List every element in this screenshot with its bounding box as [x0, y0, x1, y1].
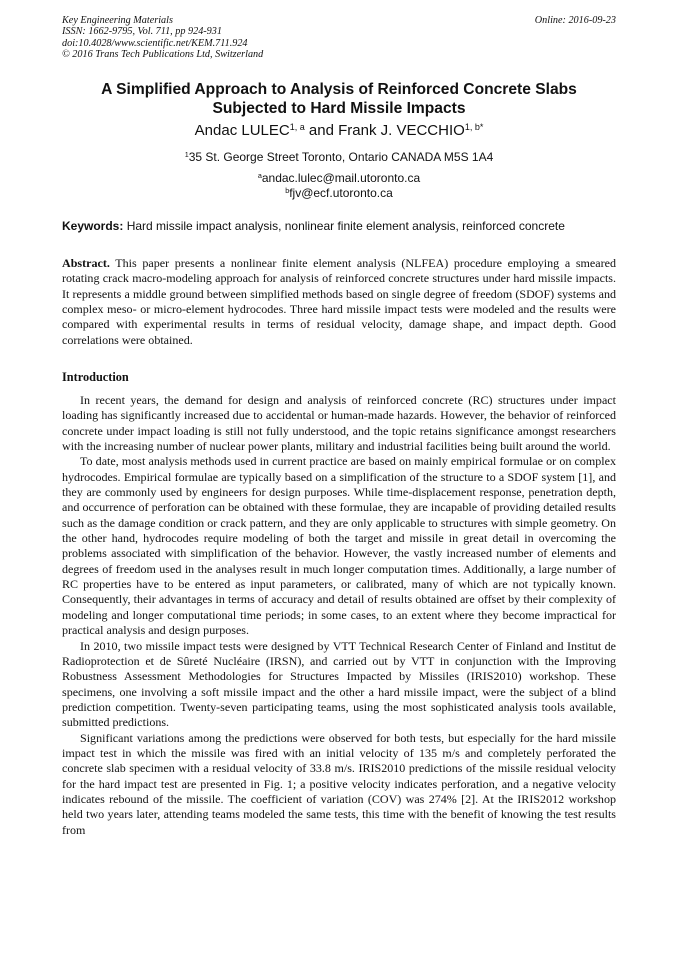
- affiliation-superscript: 1: [184, 150, 189, 160]
- introduction-heading: Introduction: [62, 370, 129, 384]
- author-list: [62, 122, 616, 140]
- intro-paragraph-1: In recent years, the demand for design and analysis of reinforced concrete (RC) structures under impact loading has significantly increased due to accidental or human-made hazards. However, the behavior of reinforced concrete under impact loading is still not fully understood, and the topic retains significance amongst researchers with the increasing number of nuclear power plants, military and industrial facilities being built around the world.: [62, 393, 616, 454]
- affiliation-address: 35 St. George Street Toronto, Ontario CANADA M5S 1A4: [188, 150, 494, 164]
- abstract-label: Abstract.: [62, 256, 110, 270]
- author-conjunction: and: [304, 122, 339, 139]
- author-2-superscript: 1, b*: [464, 122, 484, 133]
- issn-line: ISSN: 1662-9795, Vol. 711, pp 924-931: [62, 26, 222, 38]
- email-1-address: andac.lulec@mail.utoronto.ca: [261, 171, 421, 185]
- keywords-label: Keywords:: [62, 219, 124, 233]
- keywords: [62, 219, 622, 234]
- email-1-superscript: a: [257, 171, 262, 181]
- email-2-address: fjv@ecf.utoronto.ca: [289, 185, 393, 200]
- online-date: Online: 2016-09-23: [534, 15, 616, 26]
- intro-paragraph-2: To date, most analysis methods used in current practice are based on mainly empirical formulae or on complex hydrocodes. Empirical formulae are typically based on a simplification of the structure to a SDOF system [1], and they are commonly used by engineers for design purposes. While time-displacement response, penetration depth, and occurrence of perforation can be obtained with these formulae, they are incapable of providing detailed results such as the damage condition or crack pattern, and they are only applicable to structures with simple geometry. On the other hand, hydrocodes require modeling of both the target and missile in great detail in overcoming the problems associated with simplification of the behavior. However, the vastly increased number of elements and degrees of freedom used in the analyses result in much longer computation times. Additionally, a large number of RC properties have to be entered as input parameters, or calibrated, many of which are not typically known. Consequently, their advantages in terms of accuracy and detail of results obtained are offset by their complexity of modeling and longer computational time periods; in some cases, to an extent where they become impractical for practical analysis and design purposes.: [62, 454, 616, 638]
- email-2: [62, 186, 616, 201]
- introduction-body: [62, 393, 616, 838]
- journal-name: Key Engineering Materials: [62, 15, 173, 26]
- copyright-line: © 2016 Trans Tech Publications Ltd, Switzerland: [62, 49, 264, 61]
- email-list: [62, 171, 616, 200]
- intro-paragraph-4: Significant variations among the predictions were observed for both tests, but especially for the hard missile impact test in which the missile was fired with an initial velocity of 135 m/s and completely perforated the concrete slab specimen with a residual velocity of 33.8 m/s. IRIS2010 predictions of the missile residual velocity for the hard impact test are presented in Fig. 1; a positive velocity indicates perforation, and a negative velocity indicates rebound of the missile. The coefficient of variation (COV) was 274% [2]. At the IRIS2012 workshop held two years later, attending teams modeled the same tests, this time with the benefit of knowing the test results from: [62, 730, 616, 837]
- title-line-2: Subjected to Hard Missile Impacts: [212, 100, 466, 117]
- journal-header: [62, 15, 616, 61]
- email-1: [62, 171, 616, 186]
- email-2-superscript: b: [285, 185, 290, 195]
- author-2-name: Frank J. VECCHIO: [338, 122, 465, 139]
- intro-paragraph-3: In 2010, two missile impact tests were designed by VTT Technical Research Center of Finland and Institut de Radioprotection et de Sûreté Nucléaire (IRSN), and carried out by VTT in conjunction with the Improving Robustness Assessment Methodologies for Structures Impacted by Missiles (IRIS2010) workshop. These specimens, one involving a soft missile impact and the other a hard missile impact, were the subject of a blind prediction competition. Twenty-seven participating teams, using the most sophisticated analysis tools available, submitted predictions.: [62, 638, 616, 730]
- keywords-text: Hard missile impact analysis, nonlinear finite element analysis, reinforced concrete: [123, 219, 565, 233]
- doi-line: doi:10.4028/www.scientific.net/KEM.711.924: [62, 37, 248, 49]
- author-1-name: Andac LULEC: [194, 122, 290, 139]
- affiliation: [62, 150, 616, 165]
- abstract-text: This paper presents a nonlinear finite element analysis (NLFEA) procedure employing a smeared rotating crack macro-modeling approach for analysis of reinforced concrete structures under hard missile impacts. It represents a middle ground between simplified methods based on single degree of freedom (SDOF) systems and complex meso- or micro-element hydrocodes. Three hard missile impact tests were modeled and the results were compared with experimental results in terms of residual velocity, damage shape, and impact depth. Good correlations were obtained.: [62, 256, 616, 347]
- title-line-1: A Simplified Approach to Analysis of Reinforced Concrete Slabs: [101, 81, 577, 98]
- author-1-superscript: 1, a: [289, 122, 305, 133]
- abstract: [62, 256, 616, 348]
- paper-title: [62, 80, 616, 118]
